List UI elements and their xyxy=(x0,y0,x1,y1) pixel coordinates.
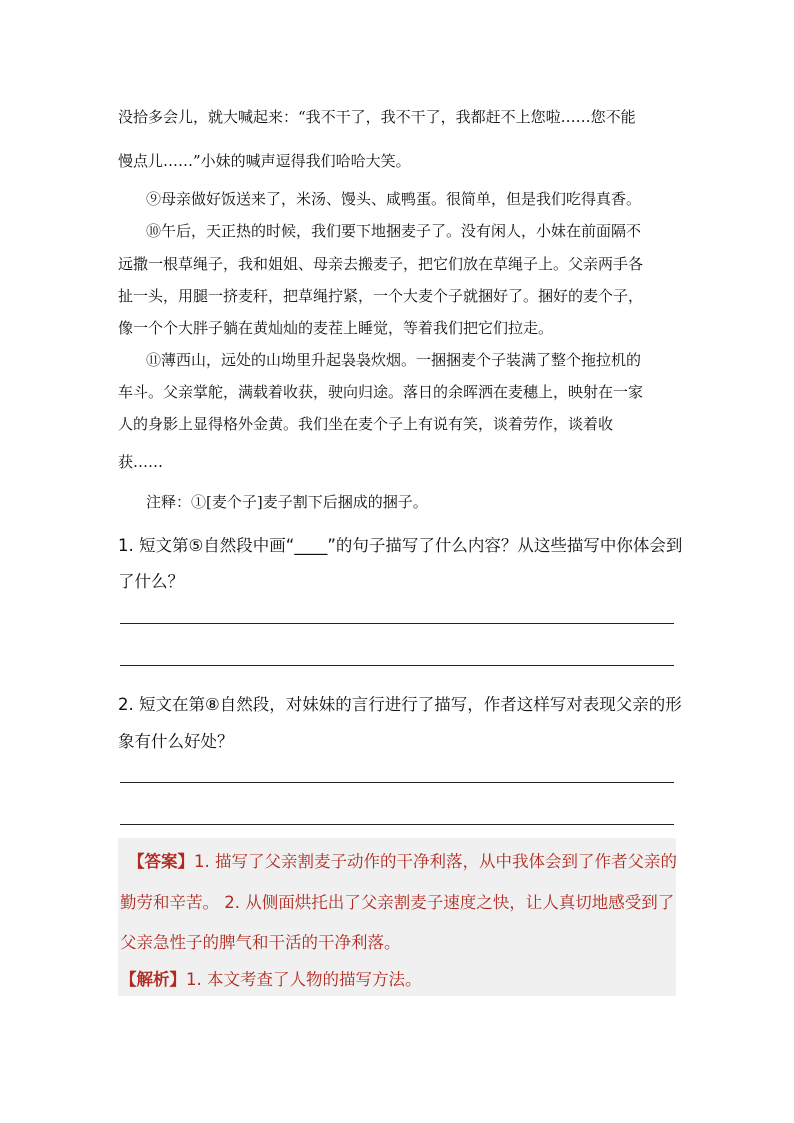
answer-line[interactable] xyxy=(120,623,674,624)
answer-text: 1. 描写了父亲割麦子动作的干净利落，从中我体会到了作者父亲的 xyxy=(194,852,677,871)
passage-line: 慢点儿……”小妹的喊声逗得我们哈哈大笑。 xyxy=(118,152,411,170)
answer-line-3: 父亲急性子的脾气和干活的干净利落。 xyxy=(120,933,401,952)
passage-line: 像一个个大胖子躺在黄灿灿的麦茬上睡觉，等着我们把它们拉走。 xyxy=(118,319,554,337)
answer-tag: 【答案】 xyxy=(128,852,194,871)
passage-line: 没拾多会儿，就大喊起来：“我不干了，我不干了，我都赶不上您啦……您不能 xyxy=(118,108,636,126)
paragraph-10: ⑩午后，天正热的时候，我们要下地捆麦子了。没有闲人，小妹在前面隔不 xyxy=(146,222,642,240)
paragraph-9: ⑨母亲做好饭送来了，米汤、馒头、咸鸭蛋。很简单，但是我们吃得真香。 xyxy=(146,190,642,208)
footnote: 注释：①[麦个子]麦子割下后捆成的捆子。 xyxy=(146,493,428,511)
answer-box xyxy=(118,838,676,996)
analysis-text: 1. 本文考查了人物的描写方法。 xyxy=(186,970,422,989)
paragraph-11: ⑪薄西山，远处的山坳里升起袅袅炊烟。一捆捆麦个子装满了整个拖拉机的 xyxy=(146,351,642,369)
analysis-tag: 【解析】 xyxy=(120,970,186,989)
answer-line[interactable] xyxy=(120,824,674,825)
passage-line: 远撒一根草绳子，我和姐姐、母亲去搬麦子，把它们放在草绳子上。父亲两手各 xyxy=(118,255,644,273)
answer-line-1 xyxy=(128,848,677,872)
passage-line: 获…… xyxy=(118,453,164,471)
answer-line[interactable] xyxy=(120,665,674,666)
answer-line-2: 勤劳和辛苦。 2. 从侧面烘托出了父亲割麦子速度之快，让人真切地感受到了 xyxy=(120,893,675,912)
question-2: 2. 短文在第⑧自然段，对妹妹的言行进行了描写，作者这样写对表现父亲的形 xyxy=(118,695,682,714)
analysis-line xyxy=(120,966,422,990)
question-2-cont: 象有什么好处？ xyxy=(118,732,234,751)
question-1: 1. 短文第⑤自然段中画“____”的句子描写了什么内容？从这些描写中你体会到 xyxy=(118,536,683,555)
answer-line[interactable] xyxy=(120,782,674,783)
passage-line: 扯一头，用腿一挤麦秆，把草绳拧紧，一个大麦个子就捆好了。捆好的麦个子， xyxy=(118,287,644,305)
passage-line: 车斗。父亲掌舵，满载着收获，驶向归途。落日的余晖洒在麦穗上，映射在一家 xyxy=(118,383,644,401)
question-1-cont: 了什么？ xyxy=(118,572,184,591)
passage-line: 人的身影上显得格外金黄。我们坐在麦个子上有说有笑，谈着劳作，谈着收 xyxy=(118,415,614,433)
